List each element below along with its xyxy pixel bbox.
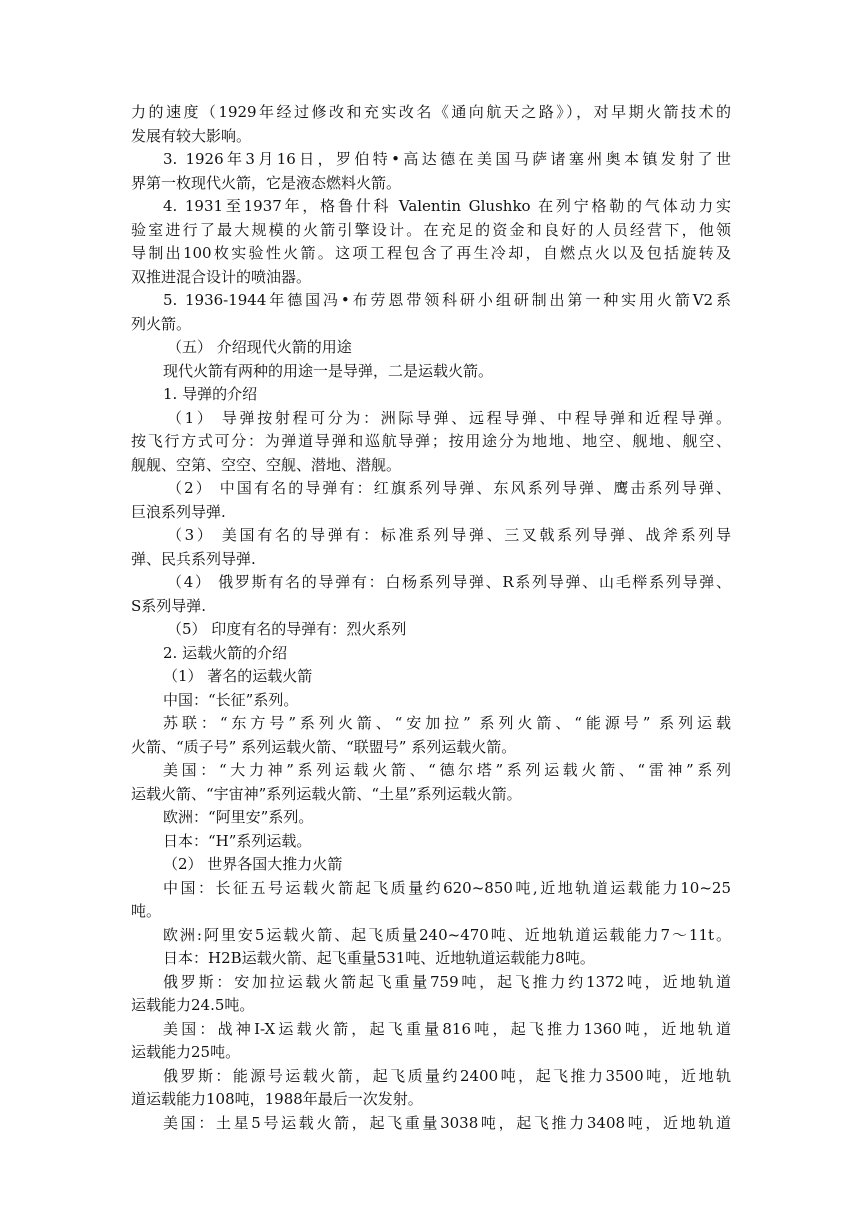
- text-line: 吨。: [131, 902, 162, 920]
- text-line: 发展有较大影响。: [131, 126, 252, 145]
- text-line: 美国：土星5号运载火箭，起飞重量3038吨，起飞推力3408吨，近地轨道: [163, 1113, 731, 1132]
- text-line: 俄罗斯：安加拉运载火箭起飞重量759吨，起飞推力约1372吨，近地轨道: [163, 972, 731, 991]
- text-line: S系列导弹.: [131, 596, 207, 615]
- text-line: 界第一枚现代火箭，它是液态燃料火箭。: [131, 173, 402, 192]
- text-line: （4） 俄罗斯有名的导弹有：白杨系列导弹、R系列导弹、山毛榉系列导弹、: [167, 573, 731, 591]
- text-line: 弹、民兵系列导弹.: [131, 549, 256, 568]
- text-line: （2） 世界各国大推力火箭: [163, 855, 343, 873]
- text-line: 运载能力25吨。: [131, 1043, 241, 1061]
- text-line: 美国：战神I-X运载火箭，起飞重量816吨，起飞推力1360吨，近地轨道: [163, 1019, 731, 1038]
- text-line: 道运载能力108吨，1988年最后一次发射。: [131, 1090, 423, 1108]
- text-line: 日本：H2B运载火箭、起飞重量531吨、近地轨道运载能力8吨。: [163, 949, 595, 967]
- text-line: 俄罗斯：能源号运载火箭，起飞质量约2400吨，起飞推力3500吨，近地轨: [163, 1066, 731, 1085]
- text-line: 中国：长征五号运载火箭起飞质量约620~850吨,近地轨道运载能力10~25: [163, 878, 731, 897]
- text-line: 验室进行了最大规模的火箭引擎设计。在充足的资金和良好的人员经营下，他领: [131, 220, 731, 239]
- text-line: 4. 1931至1937年，格鲁什科 Valentin Glushko 在列宁格勒的气体动力实: [163, 197, 731, 215]
- text-line: 按飞行方式可分：为弹道导弹和巡航导弹；按用途分为地地、地空、舰地、舰空、: [131, 432, 731, 450]
- document-body: [131, 101, 731, 1135]
- text-line: 双推进混合设计的喷油器。: [131, 267, 312, 286]
- text-line: 3. 1926年3月16日，罗伯特•高达德在美国马萨诸塞州奥本镇发射了世: [163, 150, 731, 168]
- text-line: 运载火箭、“宇宙神”系列运载火箭、“土星”系列运载火箭。: [131, 784, 522, 803]
- text-line: 舰舰、空第、空空、空舰、潜地、潜舰。: [131, 455, 402, 474]
- text-line: （1） 导弹按射程可分为：洲际导弹、远程导弹、中程导弹和近程导弹。: [167, 408, 731, 427]
- text-line: 列火箭。: [131, 314, 192, 333]
- text-line: （1） 著名的运载火箭: [163, 667, 313, 685]
- text-line: （3） 美国有名的导弹有：标准系列导弹、三叉戟系列导弹、战斧系列导: [167, 526, 731, 544]
- text-line: 导制出100枚实验性火箭。这项工程包含了再生冷却，自燃点火以及包括旋转及: [131, 244, 731, 262]
- subsection-heading: 2. 运载火箭的介绍: [163, 643, 288, 662]
- text-line: （2） 中国有名的导弹有：红旗系列导弹、东风系列导弹、鹰击系列导弹、: [167, 479, 731, 497]
- text-line: 5. 1936-1944年德国冯•布劳恩带领科研小组研制出第一种实用火箭V2系: [163, 291, 731, 309]
- text-line: 运载能力24.5吨。: [131, 996, 255, 1014]
- text-line: 美国：“大力神”系列运载火箭、“德尔塔”系列运载火箭、“雷神”系列: [163, 761, 731, 779]
- text-line: 欧洲:阿里安5运载火箭、起飞质量240~470吨、近地轨道运载能力7～11t。: [163, 925, 731, 944]
- subsection-heading: 1. 导弹的介绍: [163, 385, 258, 403]
- text-line: 日本：“H”系列运载。: [163, 831, 312, 850]
- text-line: 欧洲：“阿里安”系列。: [163, 808, 314, 826]
- section-heading: （五） 介绍现代火箭的用途: [167, 338, 352, 356]
- text-line: 现代火箭有两种的用途一是导弹，二是运载火箭。: [163, 361, 494, 380]
- text-line: 中国：“长征”系列。: [163, 690, 299, 709]
- text-line: （5） 印度有名的导弹有：烈火系列: [167, 620, 407, 638]
- text-line: 力的速度（1929年经过修改和充实改名《通向航天之路》），对早期火箭技术的: [131, 103, 731, 121]
- text-line: 火箭、“质子号” 系列运载火箭、“联盟号” 系列运载火箭。: [131, 737, 517, 756]
- text-line: 巨浪系列导弹.: [131, 502, 226, 521]
- text-line: 苏联：“东方号”系列火箭、“安加拉” 系列火箭、“能源号” 系列运载: [163, 714, 731, 732]
